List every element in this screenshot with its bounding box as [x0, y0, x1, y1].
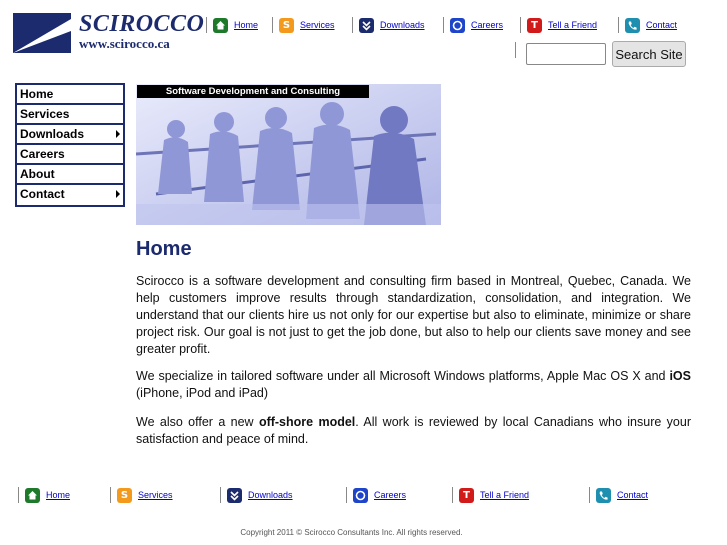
bottom-nav-contact-link[interactable]: Contact: [617, 490, 649, 500]
home-icon: [213, 18, 228, 33]
bottom-nav-services-link[interactable]: Services: [138, 490, 173, 500]
rowers-illustration: [136, 84, 441, 225]
bottom-nav-tell-a-friend-link[interactable]: Tell a Friend: [480, 490, 530, 500]
tell-a-friend-icon: T: [459, 488, 474, 503]
offshore-text-start: We also offer a new: [136, 415, 259, 429]
downloads-icon: [359, 18, 374, 33]
contact-icon: [596, 488, 611, 503]
nav-separator: [206, 17, 207, 33]
services-icon: S: [117, 488, 132, 503]
search-button[interactable]: Search Site: [612, 41, 686, 67]
side-menu: [15, 83, 125, 207]
nav-separator: [18, 487, 19, 503]
top-nav-downloads[interactable]: [352, 16, 425, 34]
submenu-arrow-icon: [116, 190, 120, 198]
platforms-text-end: (iPhone, iPod and iPad): [136, 386, 269, 400]
top-nav-careers-link[interactable]: Careers: [471, 20, 504, 30]
home-icon: [25, 488, 40, 503]
bottom-nav-home[interactable]: [18, 486, 70, 504]
search-separator: [515, 42, 516, 58]
downloads-icon: [227, 488, 242, 503]
tell-a-friend-icon: T: [527, 18, 542, 33]
copyright-notice: Copyright 2011 © Scirocco Consultants Inc. All rights reserved.: [240, 528, 463, 537]
bottom-nav-careers-link[interactable]: Careers: [374, 490, 407, 500]
bottom-nav-contact[interactable]: [589, 486, 648, 504]
top-nav-contact[interactable]: [618, 16, 677, 34]
brand-name: SCIROCCO: [79, 11, 205, 37]
nav-separator: [110, 487, 111, 503]
bottom-nav-tell-a-friend[interactable]: [452, 486, 529, 504]
banner-caption: Software Development and Consulting: [137, 85, 369, 98]
nav-separator: [443, 17, 444, 33]
site-logo[interactable]: [13, 11, 205, 53]
side-menu-downloads[interactable]: [17, 125, 123, 145]
nav-separator: [452, 487, 453, 503]
submenu-arrow-icon: [116, 130, 120, 138]
careers-icon: [450, 18, 465, 33]
platforms-text-bold: iOS: [669, 369, 691, 383]
side-menu-about[interactable]: About: [17, 165, 123, 185]
brand-url: www.scirocco.ca: [79, 36, 170, 51]
platforms-text-start: We specialize in tailored software under all Microsoft Windows platforms, Apple Mac OS X and: [136, 369, 670, 383]
side-menu-services[interactable]: Services: [17, 105, 123, 125]
banner-image: [136, 84, 441, 225]
top-nav-careers[interactable]: [443, 16, 503, 34]
top-nav-home-link[interactable]: Home: [234, 20, 259, 30]
services-icon: S: [279, 18, 294, 33]
page-title: Home: [136, 238, 192, 260]
nav-separator: [589, 487, 590, 503]
side-menu-contact[interactable]: [17, 185, 123, 205]
contact-icon: [625, 18, 640, 33]
side-menu-home[interactable]: Home: [17, 85, 123, 105]
bottom-nav-downloads-link[interactable]: Downloads: [248, 490, 293, 500]
top-nav-tell-a-friend[interactable]: [520, 16, 597, 34]
side-menu-careers[interactable]: Careers: [17, 145, 123, 165]
nav-separator: [272, 17, 273, 33]
search-input[interactable]: [526, 43, 606, 65]
side-menu-contact-label: Contact: [20, 187, 65, 201]
logo-mark-icon: [13, 13, 71, 53]
top-nav-contact-link[interactable]: Contact: [646, 20, 678, 30]
bottom-nav-careers[interactable]: [346, 486, 406, 504]
offshore-paragraph: [136, 414, 691, 448]
nav-separator: [346, 487, 347, 503]
top-nav-tell-a-friend-link[interactable]: Tell a Friend: [548, 20, 598, 30]
intro-paragraph: Scirocco is a software development and consulting firm based in Montreal, Quebec, Canada. We help customers improve results through standardization, consolidation, and integration. We understand that our clients hire us not only for our expertise but also to eliminate, minimize or share project risk. Our goal is not just to get the job done, but also to help our clients save money and see greater profit.: [136, 274, 691, 356]
nav-separator: [220, 487, 221, 503]
bottom-nav-services[interactable]: [110, 486, 173, 504]
top-nav-services[interactable]: [272, 16, 335, 34]
nav-separator: [618, 17, 619, 33]
bottom-nav-downloads[interactable]: [220, 486, 293, 504]
platforms-paragraph: [136, 368, 691, 402]
offshore-text-bold: off-shore model: [258, 415, 356, 429]
bottom-nav-home-link[interactable]: Home: [46, 490, 71, 500]
side-menu-downloads-label: Downloads: [20, 127, 85, 141]
top-nav-services-link[interactable]: Services: [300, 20, 335, 30]
nav-separator: [520, 17, 521, 33]
offshore-text-end: . All work is reviewed by local Canadians who insure your satisfaction and peace of mind.: [136, 415, 691, 446]
careers-icon: [353, 488, 368, 503]
top-nav-downloads-link[interactable]: Downloads: [380, 20, 425, 30]
nav-separator: [352, 17, 353, 33]
top-nav-home[interactable]: [206, 16, 258, 34]
